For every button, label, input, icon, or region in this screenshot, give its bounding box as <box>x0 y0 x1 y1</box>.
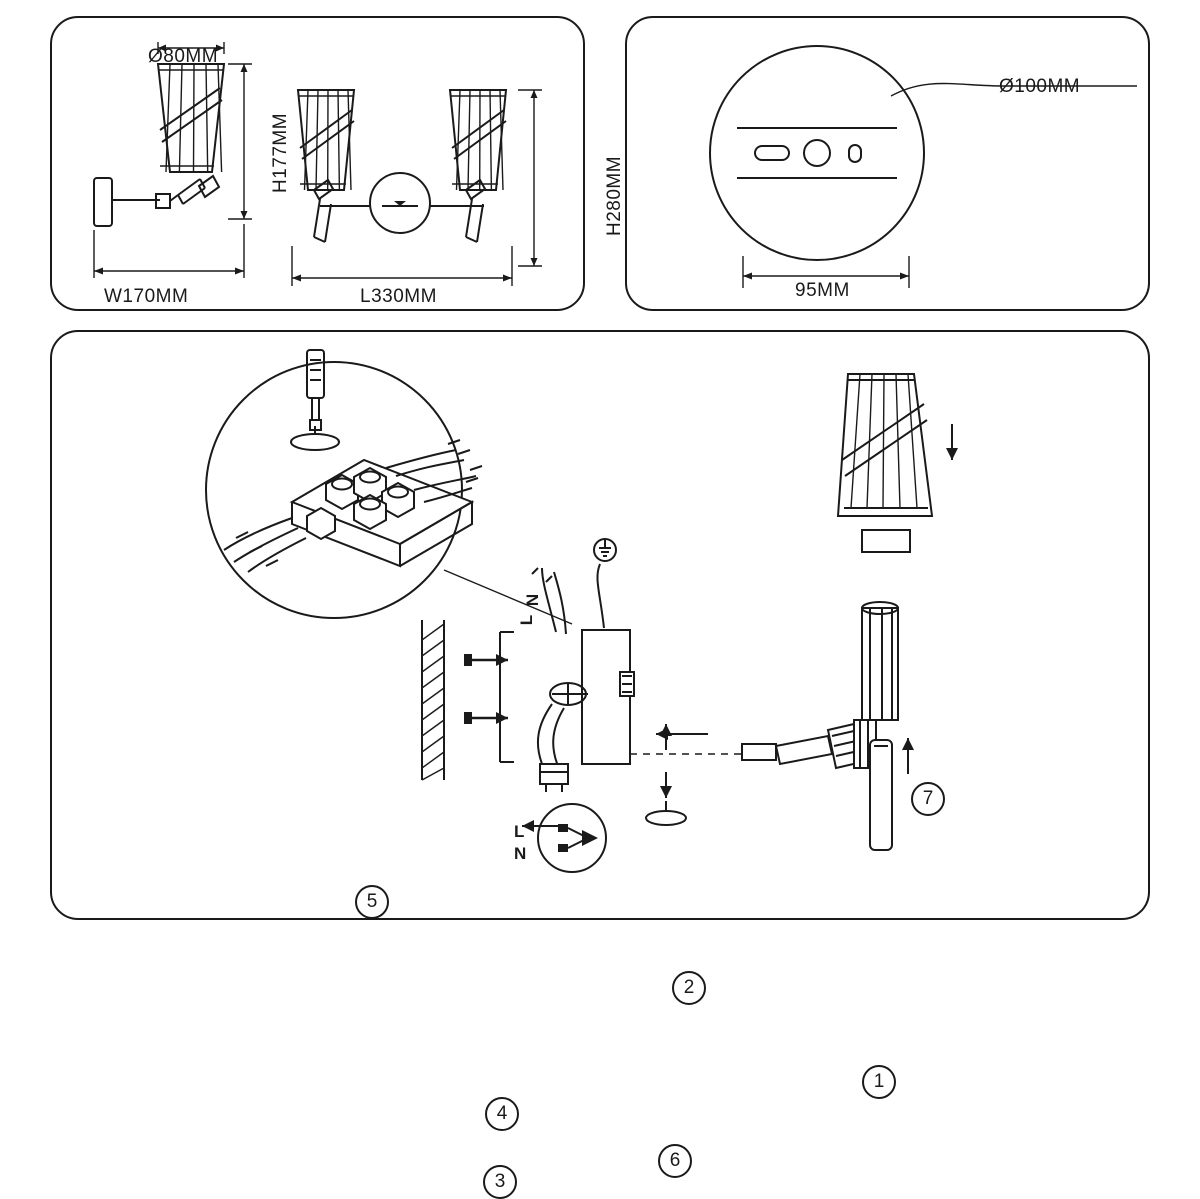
callout-3-label: 3 <box>494 1171 506 1192</box>
dim-plate-diameter-label: Ø100MM <box>999 76 1081 97</box>
callout-6-label: 6 <box>669 1150 681 1171</box>
callout-6-decorative-nut <box>658 1144 692 1178</box>
callout-7-shade-down <box>911 782 945 816</box>
dim-shade-height-label: H177MM <box>270 112 291 193</box>
installation-drawing <box>52 332 1148 918</box>
callout-4-bracket-wall <box>485 1097 519 1131</box>
base-plate-drawing <box>627 18 1148 309</box>
callout-1-bulb-insert <box>862 1065 896 1099</box>
dim-shade-diameter-label: Ø80MM <box>148 46 219 67</box>
installation-steps-panel <box>50 330 1150 1192</box>
wire-label-neutral: N <box>523 593 543 607</box>
callout-1-label: 1 <box>873 1071 885 1092</box>
wire-label-live: L <box>517 614 537 626</box>
dim-total-height-label: H280MM <box>604 155 625 236</box>
dimensions-drawing <box>52 18 583 309</box>
ceiling-base-panel <box>625 16 1150 311</box>
callout-3-terminal-block <box>483 1165 517 1199</box>
wire-label-neutral-detail: N <box>514 844 527 863</box>
callout-2-arm-attach <box>672 971 706 1005</box>
callout-7-label: 7 <box>922 788 934 809</box>
dim-screw-spacing-label: 95MM <box>795 280 850 301</box>
callout-5-junction-box <box>355 885 389 919</box>
wire-label-live-detail: L <box>514 822 525 841</box>
dim-double-length-label: L330MM <box>360 286 437 307</box>
callout-5-label: 5 <box>366 891 378 912</box>
dim-single-width-label: W170MM <box>104 286 189 307</box>
callout-2-label: 2 <box>683 977 695 998</box>
callout-4-label: 4 <box>496 1103 508 1124</box>
product-dimensions-panel <box>50 16 625 311</box>
